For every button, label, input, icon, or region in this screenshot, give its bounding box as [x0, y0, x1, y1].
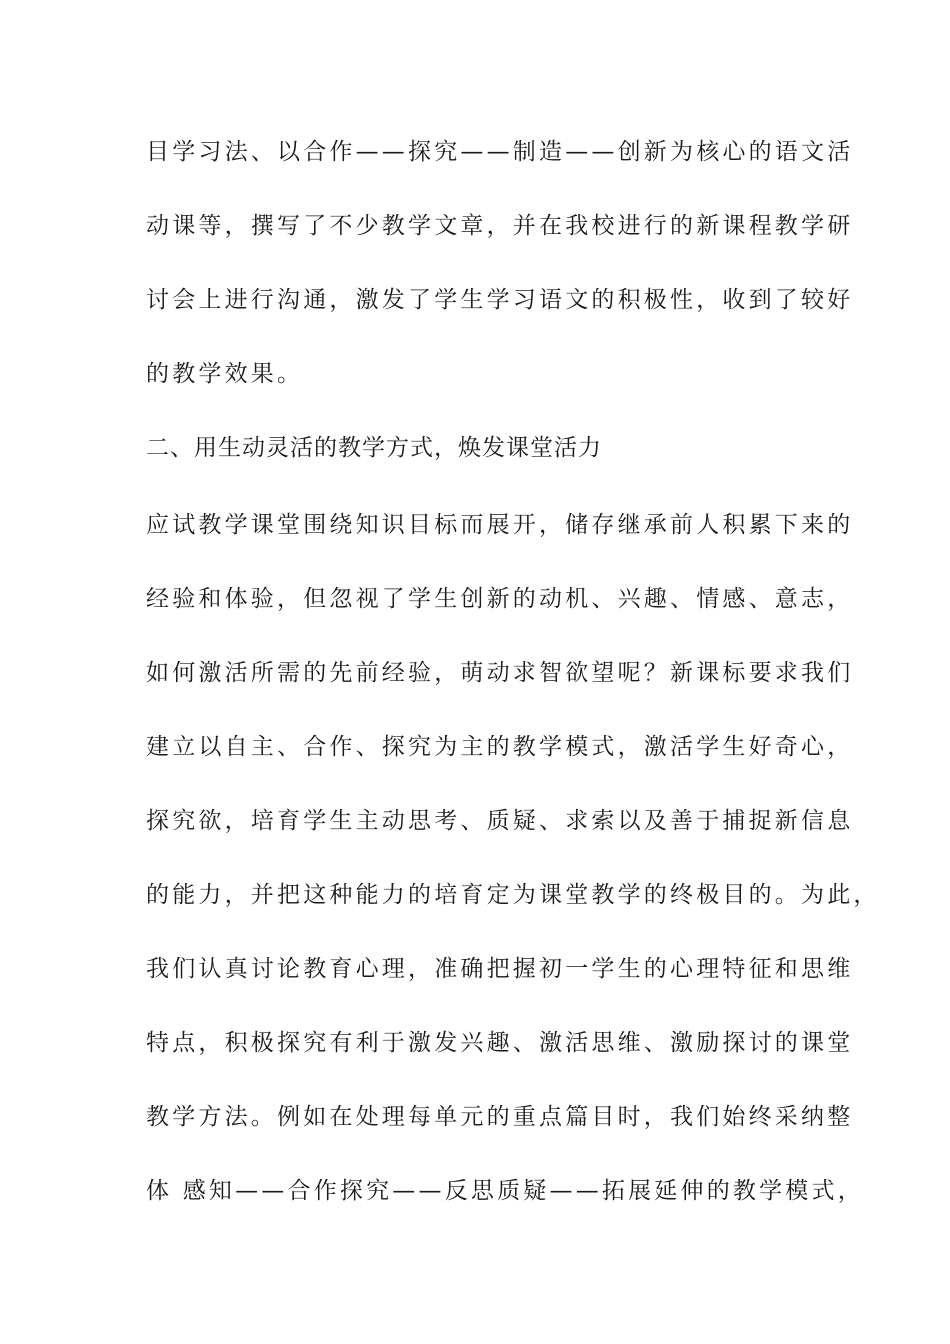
text-line: 应试教学课堂围绕知识目标而展开，储存继承前人积累下来的: [146, 512, 854, 538]
text-line: 教学方法。例如在处理每单元的重点篇目时，我们始终采纳整: [146, 1104, 854, 1130]
text-line: 的能力，并把这种能力的培育定为课堂教学的终极目的。为此，: [146, 882, 880, 908]
text-line: 如何激活所需的先前经验，萌动求智欲望呢？新课标要求我们: [146, 660, 854, 686]
text-line: 建立以自主、合作、探究为主的教学模式，激活学生好奇心，: [146, 734, 854, 760]
text-line: 目学习法、以合作——探究——制造——创新为核心的语文活: [146, 139, 854, 165]
text-line: 经验和体验，但忽视了学生创新的动机、兴趣、情感、意志，: [146, 586, 854, 612]
text-line: 讨会上进行沟通，激发了学生学习语文的积极性，收到了较好: [146, 287, 854, 313]
text-line: 特点，积极探究有利于激发兴趣、激活思维、激励探讨的课堂: [146, 1030, 854, 1056]
text-line: 的教学效果。: [146, 361, 304, 387]
text-line: 动课等，撰写了不少教学文章，并在我校进行的新课程教学研: [146, 213, 854, 239]
text-line: 探究欲，培育学生主动思考、质疑、求索以及善于捕捉新信息: [146, 808, 854, 834]
section-heading: 二、用生动灵活的教学方式，焕发课堂活力: [146, 435, 602, 461]
text-line: 体 感知——合作探究——反思质疑——拓展延伸的教学模式，: [146, 1178, 864, 1204]
text-line: 我们认真讨论教育心理，准确把握初一学生的心理特征和思维: [146, 956, 854, 982]
